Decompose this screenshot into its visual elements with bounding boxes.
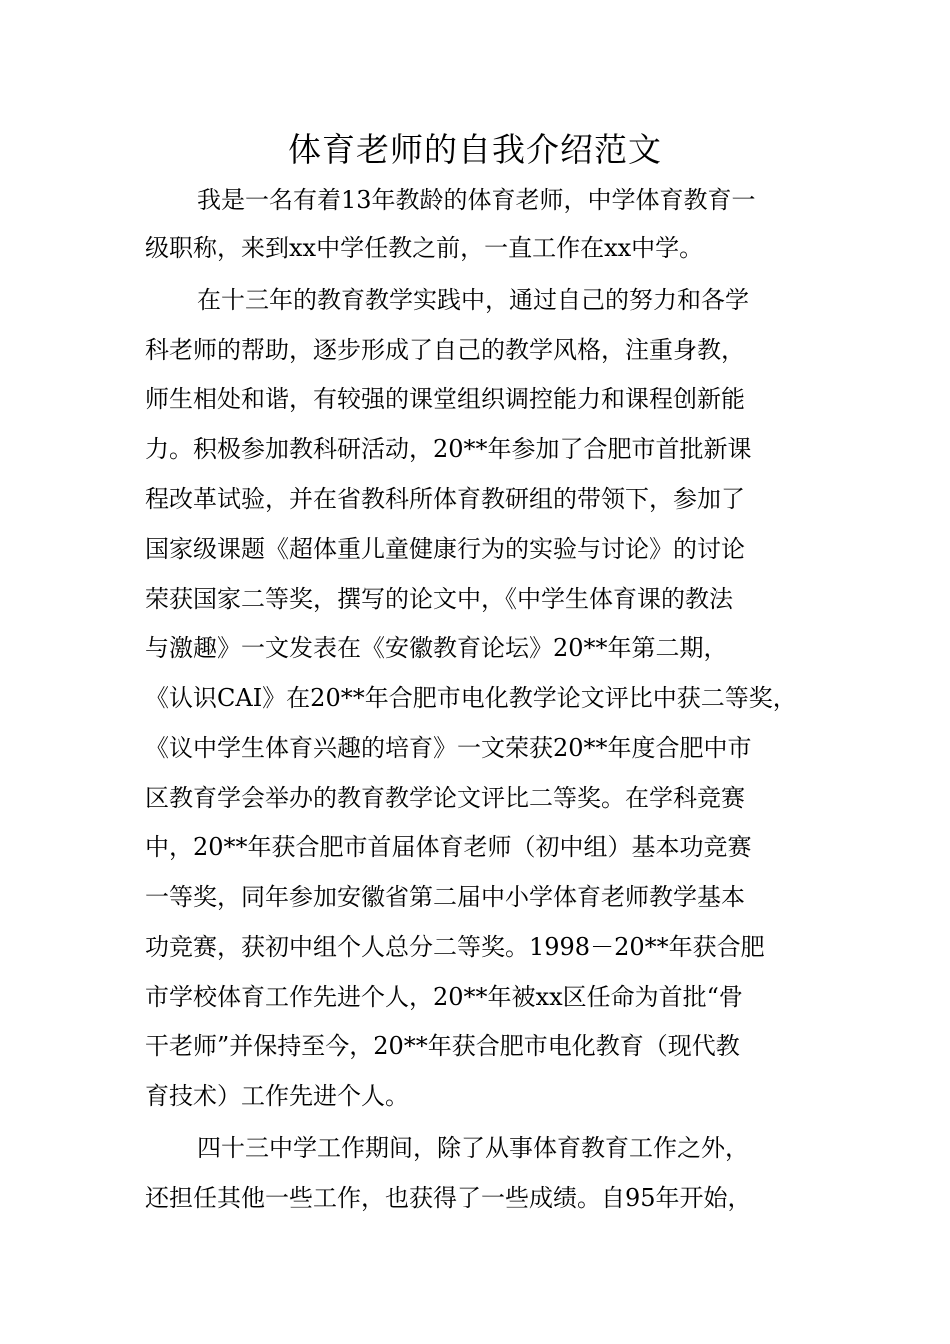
text-line-12: 《议中学生体育兴趣的培育》一文荣获20**年度合肥中市 <box>145 734 752 762</box>
text-line-17: 市学校体育工作先进个人，20**年被xx区任命为首批“骨 <box>145 983 743 1011</box>
text-line-6: 力。积极参加教科研活动，20**年参加了合肥市首批新课 <box>145 435 752 463</box>
text-line-8: 国家级课题《超体重儿童健康行为的实验与讨论》的讨论 <box>145 535 745 563</box>
text-line-11: 《认识CAI》在20**年合肥市电化教学论文评比中获二等奖， <box>145 684 797 712</box>
text-line-13: 区教育学会举办的教育教学论文评比二等奖。在学科竞赛 <box>145 784 745 812</box>
text-line-2: 级职称，来到xx中学任教之前，一直工作在xx中学。 <box>145 234 704 262</box>
text-line-7: 程改革试验，并在省教科所体育教研组的带领下，参加了 <box>145 485 745 513</box>
text-line-19: 育技术）工作先进个人。 <box>145 1082 409 1110</box>
text-line-9: 荣获国家二等奖，撰写的论文中，《中学生体育课的教法 <box>145 585 733 613</box>
document-title: 体育老师的自我介绍范文 <box>288 130 662 169</box>
text-line-4: 科老师的帮助，逐步形成了自己的教学风格，注重身教， <box>145 336 745 364</box>
text-line-1: 我是一名有着13年教龄的体育老师，中学体育教育一 <box>197 186 756 214</box>
text-line-20: 四十三中学工作期间，除了从事体育教育工作之外， <box>197 1134 749 1162</box>
text-line-15: 一等奖，同年参加安徽省第二届中小学体育老师教学基本 <box>145 883 745 911</box>
text-line-16: 功竞赛，获初中组个人总分二等奖。1998－20**年获合肥 <box>145 933 765 961</box>
text-line-3: 在十三年的教育教学实践中，通过自己的努力和各学 <box>197 286 749 314</box>
text-line-18: 干老师”并保持至今，20**年获合肥市电化教育（现代教 <box>145 1032 740 1060</box>
text-line-10: 与激趣》一文发表在《安徽教育论坛》20**年第二期， <box>145 634 728 662</box>
text-line-14: 中，20**年获合肥市首届体育老师（初中组）基本功竞赛 <box>145 833 752 861</box>
text-line-21: 还担任其他一些工作，也获得了一些成绩。自95年开始， <box>145 1184 752 1212</box>
text-line-5: 师生相处和谐，有较强的课堂组织调控能力和课程创新能 <box>145 385 745 413</box>
